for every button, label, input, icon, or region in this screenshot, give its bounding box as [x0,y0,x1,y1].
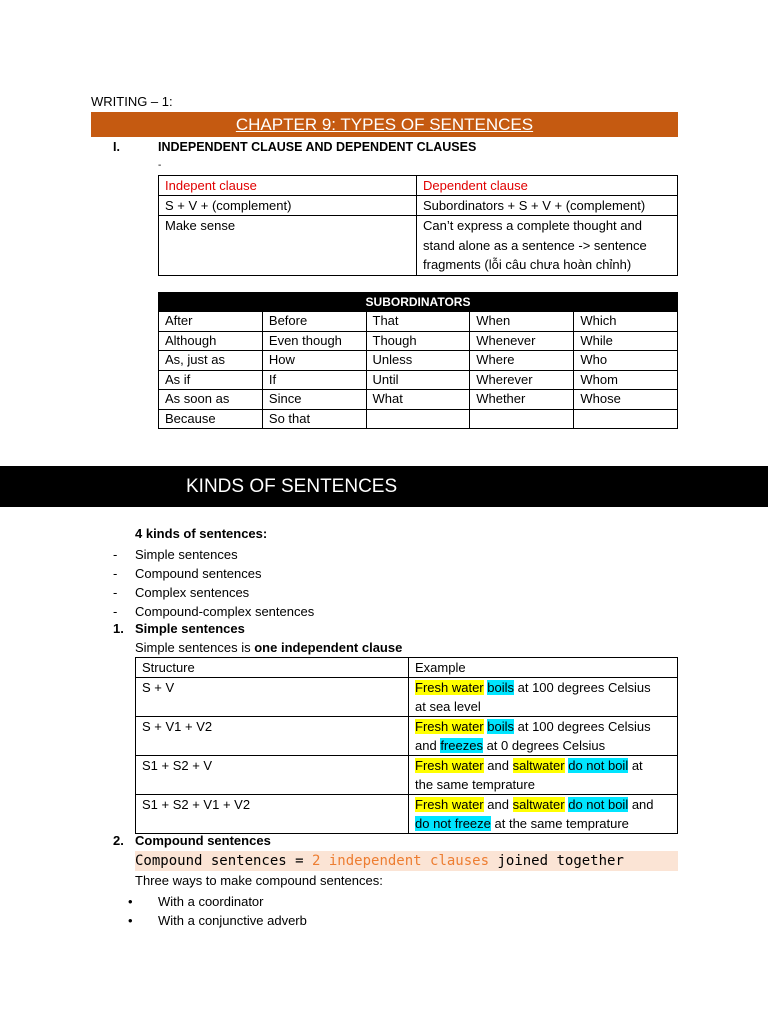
subordinator-cell [470,409,574,429]
simple-definition [135,640,402,655]
subordinator-cell: While [574,331,678,351]
list-item [128,892,307,911]
subordinator-cell: Wherever [470,370,574,390]
formula-prefix: Compound sentences = [135,853,313,869]
section-title: INDEPENDENT CLAUSE AND DEPENDENT CLAUSES [158,140,477,154]
subordinator-cell [366,409,470,429]
structure-header: Structure [136,658,409,678]
verb-highlight: boils [487,680,515,695]
dash-bullet: - [113,604,118,619]
clause-cell-multiline [417,216,678,276]
definition-bold: one independent clause [254,640,403,655]
verb-highlight: boils [487,719,515,734]
subordinator-cell: As soon as [159,390,263,410]
subordinator-cell: Where [470,351,574,371]
formula-highlight: 2 independent clauses [312,853,490,869]
clause-cell-line: stand alone as a sentence -> sentence [423,237,647,253]
example-cell [409,717,678,756]
subordinator-cell: As, just as [159,351,263,371]
subordinator-cell: That [366,312,470,332]
subordinator-cell: As if [159,370,263,390]
subordinator-cell: After [159,312,263,332]
subordinator-cell: Before [262,312,366,332]
example-header: Example [409,658,678,678]
clause-cell-line: Can’t express a complete thought and [423,218,642,233]
subordinator-cell: When [470,312,574,332]
formula-suffix: joined together [489,853,624,869]
subordinator-cell: Who [574,351,678,371]
subject-highlight: Fresh water [415,680,484,695]
clause-table [158,175,678,276]
bullet-dot: • [128,894,133,909]
list-item-text: With a conjunctive adverb [158,913,307,928]
stray-mark: - [158,160,162,171]
subject-highlight: Fresh water [415,758,484,773]
subordinators-title: SUBORDINATORS [159,293,678,312]
ways-list [128,892,307,930]
subject-highlight: Fresh water [415,719,484,734]
list-item-text: Complex sentences [135,585,250,600]
structure-table [135,657,678,834]
subordinator-cell: Because [159,409,263,429]
subordinator-cell: So that [262,409,366,429]
text: at 100 degrees Celsius [514,680,651,695]
clause-cell-line: fragments (lỗi câu chưa hoàn chỉnh) [423,257,632,272]
subordinator-cell: Even though [262,331,366,351]
writing-label: WRITING – 1: [91,94,173,109]
list-item [128,911,307,930]
compound-formula [135,851,624,871]
list-item [113,583,314,602]
text: and [415,738,441,753]
list-item [113,564,314,583]
subject-highlight: saltwater [512,758,565,773]
text: at the same temprature [490,816,629,831]
bullet-dot: • [128,913,133,928]
list-item-text: Compound-complex sentences [135,604,315,619]
dash-bullet: - [113,547,118,562]
list-item-text: With a coordinator [158,894,264,909]
subordinator-cell: Since [262,390,366,410]
definition-prefix: Simple sentences is [135,640,255,655]
subordinator-cell: Though [366,331,470,351]
dash-bullet: - [113,566,118,581]
compound-number: 2. [113,833,124,848]
example-cell [409,795,678,834]
list-item [113,545,314,564]
verb-highlight: do not boil [568,758,629,773]
text: the same temprature [415,777,535,792]
clause-cell: Make sense [159,216,417,276]
simple-number: 1. [113,621,124,636]
text: and [628,797,654,812]
compound-title: Compound sentences [135,833,271,848]
subordinator-cell: If [262,370,366,390]
kinds-list [113,545,314,621]
chapter-title: CHAPTER 9: TYPES OF SENTENCES [91,112,678,137]
subordinator-cell: Whether [470,390,574,410]
example-cell [409,678,678,717]
text: and [483,758,513,773]
kinds-heading: 4 kinds of sentences: [135,526,268,541]
structure-cell: S + V1 + V2 [136,717,409,756]
text: and [483,797,513,812]
subordinator-cell: Whenever [470,331,574,351]
text: at [628,758,643,773]
kinds-banner-title: KINDS OF SENTENCES [186,476,398,497]
clause-cell: S + V + (complement) [159,196,417,216]
subordinator-cell: Until [366,370,470,390]
list-item-text: Simple sentences [135,547,238,562]
three-ways-text: Three ways to make compound sentences: [135,873,383,888]
clause-header-independent: Indepent clause [159,176,417,196]
subject-highlight: Fresh water [415,797,484,812]
verb-highlight: freezes [440,738,483,753]
subordinator-cell: What [366,390,470,410]
verb-highlight: do not boil [568,797,629,812]
text: at 100 degrees Celsius [514,719,651,734]
dash-bullet: - [113,585,118,600]
subordinator-cell: Which [574,312,678,332]
subordinator-cell: Whom [574,370,678,390]
simple-title: Simple sentences [135,621,245,636]
subordinator-cell: Whose [574,390,678,410]
list-item [113,602,314,621]
structure-cell: S + V [136,678,409,717]
example-cell [409,756,678,795]
list-item-text: Compound sentences [135,566,262,581]
text: at sea level [415,699,481,714]
text: at 0 degrees Celsius [482,738,606,753]
verb-highlight: do not freeze [415,816,491,831]
subordinator-cell: Unless [366,351,470,371]
subject-highlight: saltwater [512,797,565,812]
structure-cell: S1 + S2 + V1 + V2 [136,795,409,834]
clause-cell: Subordinators + S + V + (complement) [417,196,678,216]
subordinators-table [158,292,678,429]
section-number: I. [113,140,120,154]
subordinator-cell [574,409,678,429]
subordinator-cell: Although [159,331,263,351]
clause-header-dependent: Dependent clause [417,176,678,196]
subordinator-cell: How [262,351,366,371]
structure-cell: S1 + S2 + V [136,756,409,795]
